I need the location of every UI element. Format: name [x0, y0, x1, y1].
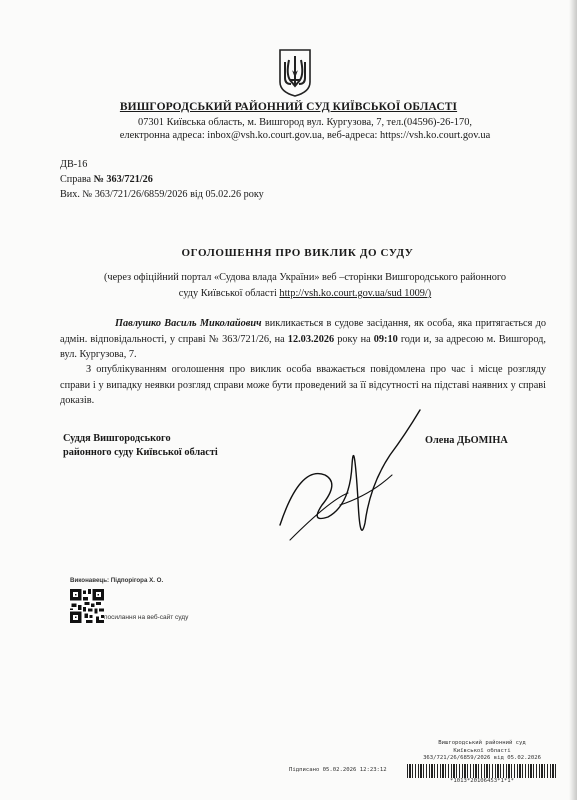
- case-number-value: № 363/721/26: [93, 174, 153, 185]
- barcode-icon: [407, 764, 557, 778]
- signed-timestamp: Підписано 05.02.2026 12:23:12: [289, 767, 387, 773]
- judge-title-line2: районного суду Київської області: [63, 447, 218, 458]
- registry-stamp: [402, 740, 562, 785]
- outgoing-number: Вих. № 363/721/26/6859/2026 від 05.02.26 року: [60, 189, 264, 200]
- notice-subtitle-line2: [0, 288, 577, 299]
- judge-title: [63, 432, 218, 460]
- notice-subtitle: (через офіційний портал «Судова влада України» веб –сторінки Вишгородського районного: [104, 272, 506, 283]
- judge-name: Олена ДЬОМІНА: [425, 435, 508, 446]
- case-number: [60, 172, 153, 187]
- court-address: 07301 Київська область, м. Вишгород вул. Кургузова, 7, тел.(04596)-26-170,: [138, 117, 472, 128]
- qr-code-icon[interactable]: [70, 589, 104, 623]
- consequences-paragraph: З опублікуванням оголошення про виклик особа вважається повідомлена про час і місце розгляду справи і у випадку неявки розгляд справи може бути проведений за її відсутності на підставі наявних у справі доказів.: [60, 364, 546, 406]
- court-name: ВИШГОРОДСЬКИЙ РАЙОННИЙ СУД КИЇВСЬКОЇ ОБЛАСТІ: [119, 101, 458, 113]
- subtitle-prefix: суду Київської області: [178, 288, 280, 299]
- notice-title: ОГОЛОШЕННЯ ПРО ВИКЛИК ДО СУДУ: [181, 247, 414, 259]
- summons-paragraph: [60, 316, 546, 363]
- judge-title-line1: Суддя Вишгородського: [63, 433, 171, 444]
- qr-code-label: посилання на веб-сайт суду: [104, 614, 189, 621]
- executor-note: Виконавець: Підпорігора Х. О.: [70, 577, 164, 584]
- trident-emblem-icon: [277, 48, 313, 98]
- court-contacts: електронна адреса: inbox@vsh.ko.court.gov.ua, веб-адреса: https://vsh.ko.court.gov.ua: [119, 130, 491, 141]
- handwritten-signature: [270, 405, 430, 555]
- stamp-court: Вишгородський районний суд: [438, 740, 526, 746]
- summons-text-b: року на: [334, 333, 374, 345]
- court-portal-link[interactable]: http://vsh.ko.court.gov.ua/sud 1009/): [279, 288, 432, 299]
- stamp-code: *1013*20106453*1*1*: [450, 777, 514, 784]
- stamp-ref: 363/721/26/6859/2026 від 05.02.2026: [423, 755, 541, 761]
- person-name: Павлушко Василь Миколайович: [115, 318, 262, 329]
- summons-text-c: годи и, за адресою м. Вишгород, вул. Кургузова, 7.: [60, 333, 546, 360]
- stamp-region: Київської області: [453, 747, 511, 754]
- form-code: ДВ-16: [60, 159, 88, 170]
- case-label: Справа: [60, 174, 94, 185]
- hearing-time: 09:10: [373, 333, 398, 345]
- hearing-date: 12.03.2026: [287, 333, 335, 345]
- summons-text-a: викликається в судове засідання, як особа, яка притягається до адмін. відповідальності, у справі № 363/721/26, на: [60, 318, 546, 345]
